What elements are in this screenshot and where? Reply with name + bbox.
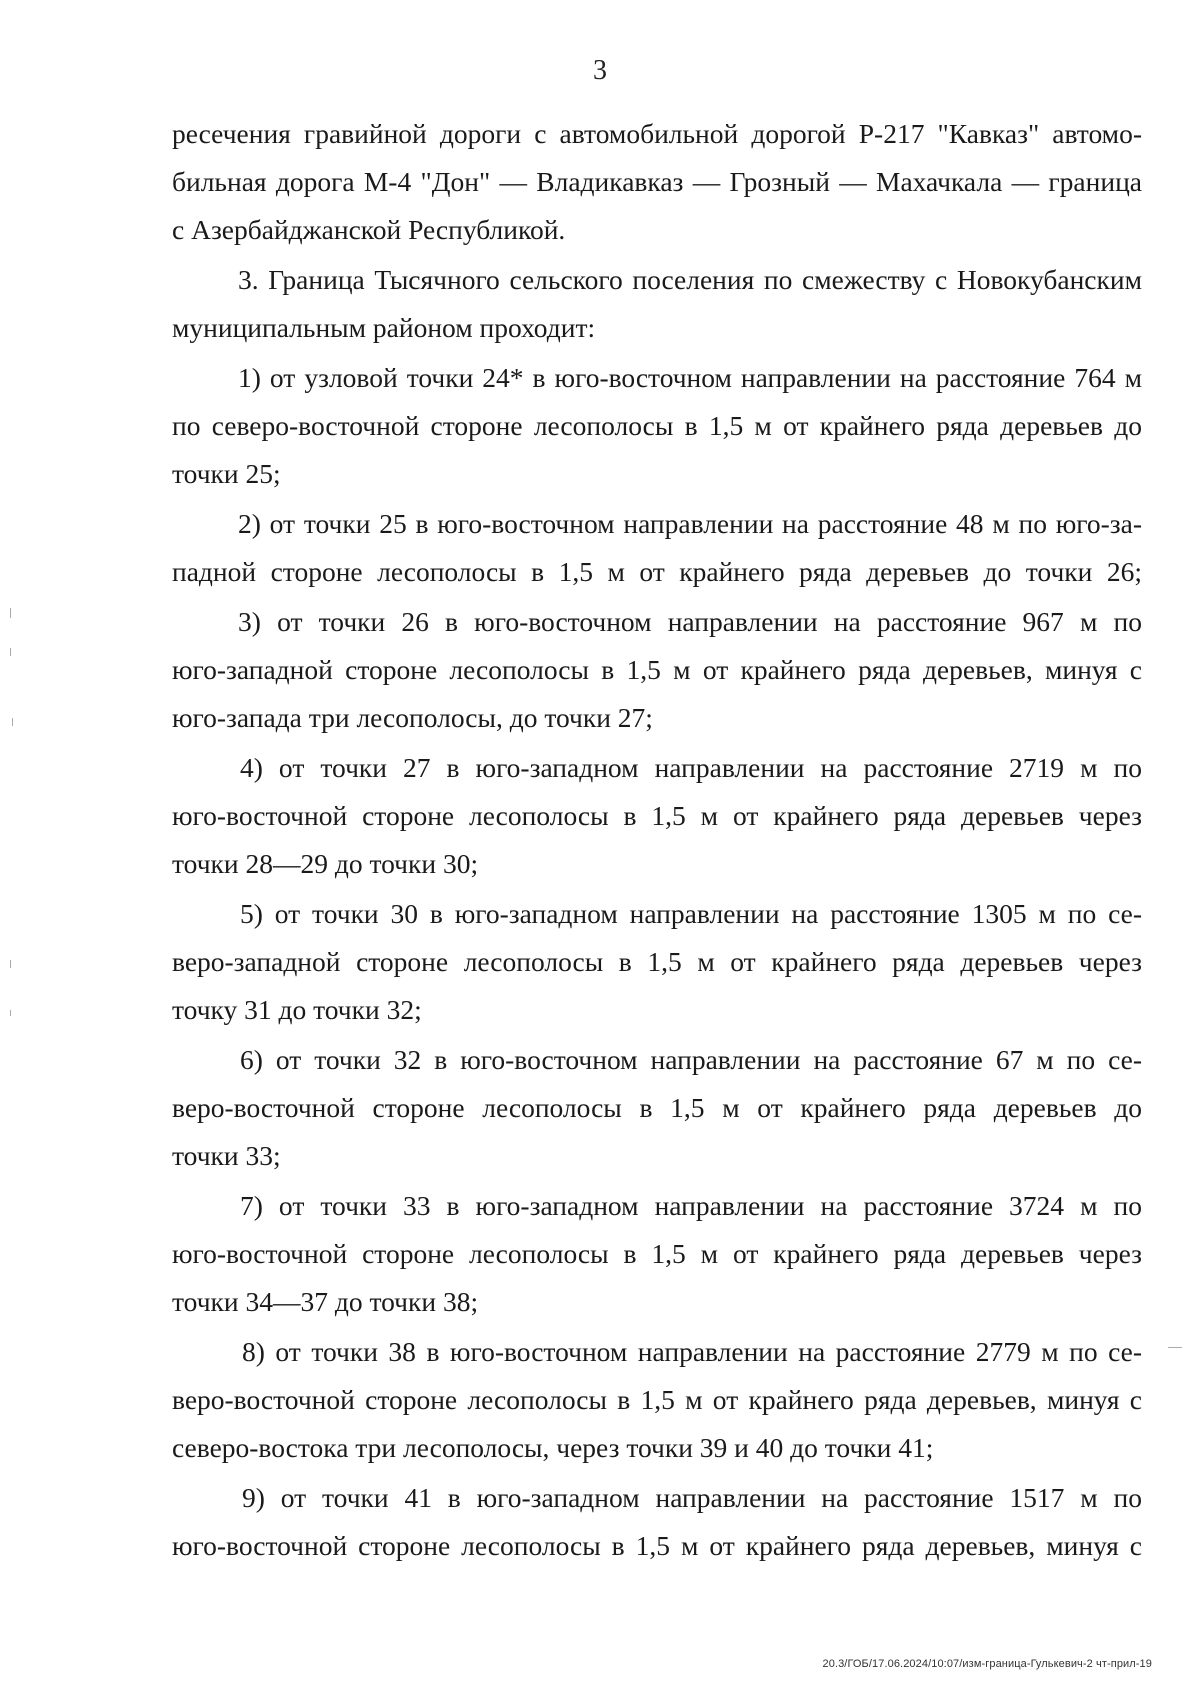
page-number: 3 [593, 55, 607, 86]
text-line: 7) от точки 33 в юго-западном направлении на расстояние 3724 м по [240, 1190, 1142, 1221]
text-line: веро-восточной стороне лесополосы в 1,5 м от крайнего ряда деревьев до [172, 1092, 1142, 1123]
text-line: юго-восточной стороне лесополосы в 1,5 м от крайнего ряда деревьев, минуя с [172, 1530, 1142, 1561]
text-line: точки 34—37 до точки 38; [172, 1286, 479, 1317]
scan-mark [10, 648, 11, 656]
text-line: 1) от узловой точки 24* в юго-восточном направлении на расстояние 764 м [238, 362, 1142, 393]
text-line: 6) от точки 32 в юго-восточном направлении на расстояние 67 м по се- [240, 1044, 1142, 1075]
scan-mark [10, 1010, 11, 1016]
text-line: ресечения гравийной дороги с автомобильной дорогой Р-217 "Кавказ" автомо- [172, 118, 1142, 149]
text-line: веро-западной стороне лесополосы в 1,5 м от крайнего ряда деревьев через [172, 946, 1142, 977]
text-line: 5) от точки 30 в юго-западном направлении на расстояние 1305 м по се- [240, 898, 1142, 929]
text-line: юго-восточной стороне лесополосы в 1,5 м от крайнего ряда деревьев через [172, 800, 1142, 831]
text-line: точки 28—29 до точки 30; [172, 848, 479, 879]
text-line: по северо-восточной стороне лесополосы в 1,5 м от крайнего ряда деревьев до [172, 410, 1142, 441]
text-line: веро-восточной стороне лесополосы в 1,5 м от крайнего ряда деревьев, минуя с [172, 1384, 1142, 1415]
text-line: юго-восточной стороне лесополосы в 1,5 м от крайнего ряда деревьев через [172, 1238, 1142, 1269]
text-line: падной стороне лесополосы в 1,5 м от крайнего ряда деревьев до точки 26; [172, 556, 1142, 587]
text-line: 2) от точки 25 в юго-восточном направлении на расстояние 48 м по юго-за- [238, 508, 1142, 539]
text-line: точки 25; [172, 458, 281, 489]
text-line: 3) от точки 26 в юго-восточном направлении на расстояние 967 м по [238, 606, 1142, 637]
text-line: 4) от точки 27 в юго-западном направлении на расстояние 2719 м по [240, 752, 1142, 783]
text-line: муниципальным районом проходит: [172, 312, 596, 343]
text-line: юго-запада три лесополосы, до точки 27; [172, 702, 653, 733]
scan-mark [10, 960, 11, 968]
scan-mark [10, 608, 11, 618]
text-line: северо-востока три лесополосы, через точки 39 и 40 до точки 41; [172, 1432, 934, 1463]
text-line: точки 33; [172, 1140, 281, 1171]
scan-mark [12, 718, 13, 726]
text-line: точку 31 до точки 32; [172, 994, 422, 1025]
text-line: 3. Граница Тысячного сельского поселения по смежеству с Новокубанским [238, 264, 1142, 295]
text-line: юго-западной стороне лесополосы в 1,5 м от крайнего ряда деревьев, минуя с [172, 654, 1142, 685]
text-line: 9) от точки 41 в юго-западном направлении на расстояние 1517 м по [242, 1482, 1142, 1513]
text-line: с Азербайджанской Республикой. [172, 214, 566, 245]
text-line: бильная дорога М-4 "Дон" — Владикавказ — Грозный — Махачкала — граница [172, 166, 1142, 197]
text-line: 8) от точки 38 в юго-восточном направлении на расстояние 2779 м по се- [242, 1336, 1142, 1367]
scan-mark [1168, 1347, 1182, 1348]
document-footer: 20.3/ГОБ/17.06.2024/10:07/изм-граница-Гулькевич-2 чт-прил-19 [822, 1658, 1152, 1670]
document-body [172, 110, 1142, 1570]
